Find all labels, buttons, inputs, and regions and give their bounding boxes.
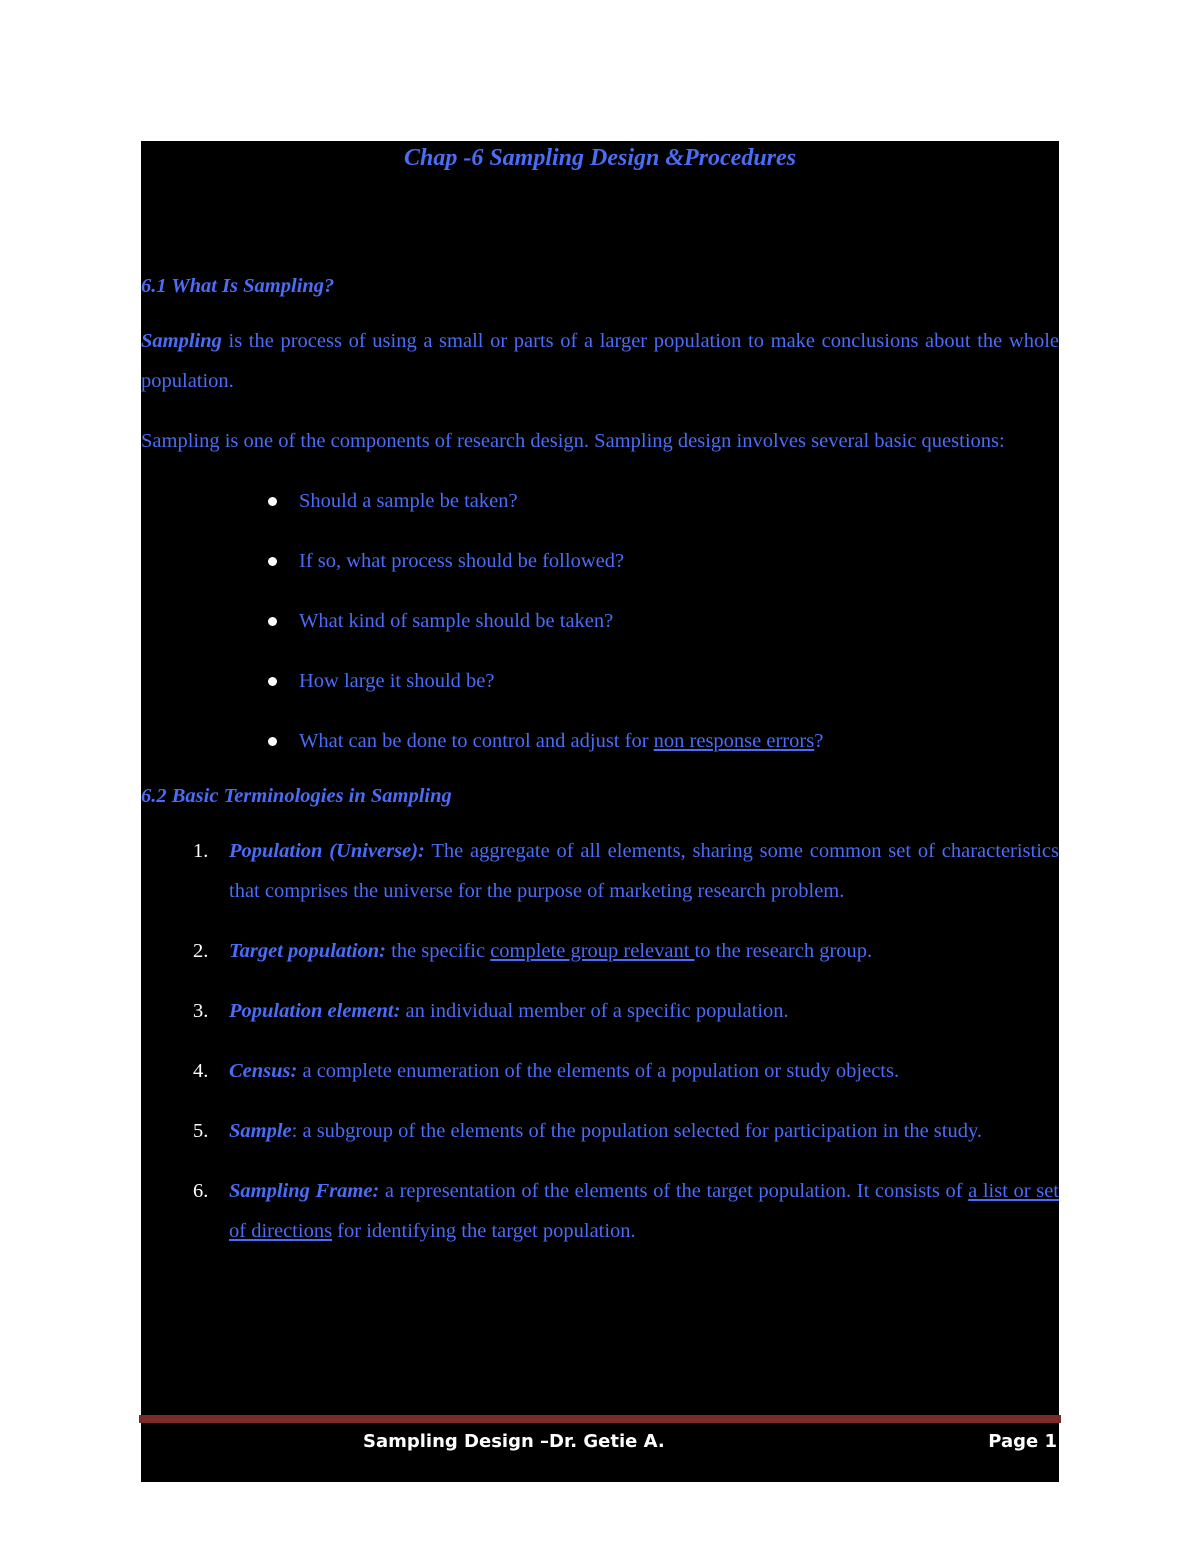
bullet-icon [268, 617, 277, 626]
term-sampling-frame: Sampling Frame: [229, 1180, 380, 1202]
link-non-response-errors[interactable]: non response errors [653, 730, 815, 752]
list-item: 1. Population (Universe): The aggregate of all elements, sharing some common set of characteristics that comprises the universe for the purpose of marketing research problem. [229, 831, 1059, 911]
sampling-definition-text: is the process of using a small or parts of a larger population to make conclusions about the whole population. [141, 330, 1059, 392]
list-item: Should a sample be taken? [299, 481, 1059, 521]
term-population: Population (Universe): [229, 840, 425, 862]
term-census: Census: [229, 1060, 298, 1082]
bullet-icon [268, 557, 277, 566]
list-item: What kind of sample should be taken? [299, 601, 1059, 641]
list-number: 1. [193, 840, 209, 862]
document-body [141, 271, 1059, 1271]
document-page [141, 141, 1059, 1482]
list-number: 6. [193, 1180, 209, 1202]
link-list-of-directions[interactable]: a list or set of directions [229, 1180, 1059, 1242]
list-item: How large it should be? [299, 661, 1059, 701]
term-target-population: Target population: [229, 940, 387, 962]
footer-title: Sampling Design –Dr. Getie A. [363, 1431, 665, 1452]
list-item: 3. Population element: an individual member of a specific population. [229, 991, 1059, 1031]
bullet-icon [268, 737, 277, 746]
list-number: 4. [193, 1060, 209, 1082]
bullet-icon [268, 497, 277, 506]
term-sampling: Sampling [141, 330, 222, 352]
term-sample: Sample [229, 1120, 292, 1142]
sampling-design-intro: Sampling is one of the components of research design. Sampling design involves several basic questions: [141, 430, 1005, 452]
list-item: What can be done to control and adjust for non response errors? [299, 721, 1059, 761]
page-title: Chap -6 Sampling Design &Procedures [403, 145, 797, 171]
list-item: 5. Sample: a subgroup of the elements of the population selected for participation in the study. [229, 1111, 1059, 1151]
list-number: 2. [193, 940, 209, 962]
sampling-definition [141, 321, 1059, 401]
terminology-list [141, 831, 1059, 1251]
page-footer [141, 1428, 1059, 1458]
list-number: 5. [193, 1120, 209, 1142]
list-item: 2. Target population: the specific complete group relevant to the research group. [229, 931, 1059, 971]
questions-list [141, 481, 1059, 761]
bullet-icon [268, 677, 277, 686]
list-item: 6. Sampling Frame: a representation of the elements of the target population. It consists of a list or set of directions for identifying the target population. [229, 1171, 1059, 1251]
term-population-element: Population element: [229, 1000, 401, 1022]
page-number: Page 1 [988, 1431, 1057, 1452]
list-number: 3. [193, 1000, 209, 1022]
section-heading-6-1: 6.1 What Is Sampling? [141, 275, 335, 297]
section-heading-6-2: 6.2 Basic Terminologies in Sampling [141, 785, 452, 807]
list-item: If so, what process should be followed? [299, 541, 1059, 581]
list-item: 4. Census: a complete enumeration of the elements of a population or study objects. [229, 1051, 1059, 1091]
footer-divider [139, 1415, 1061, 1423]
link-complete-group[interactable]: complete group relevant [490, 940, 695, 962]
